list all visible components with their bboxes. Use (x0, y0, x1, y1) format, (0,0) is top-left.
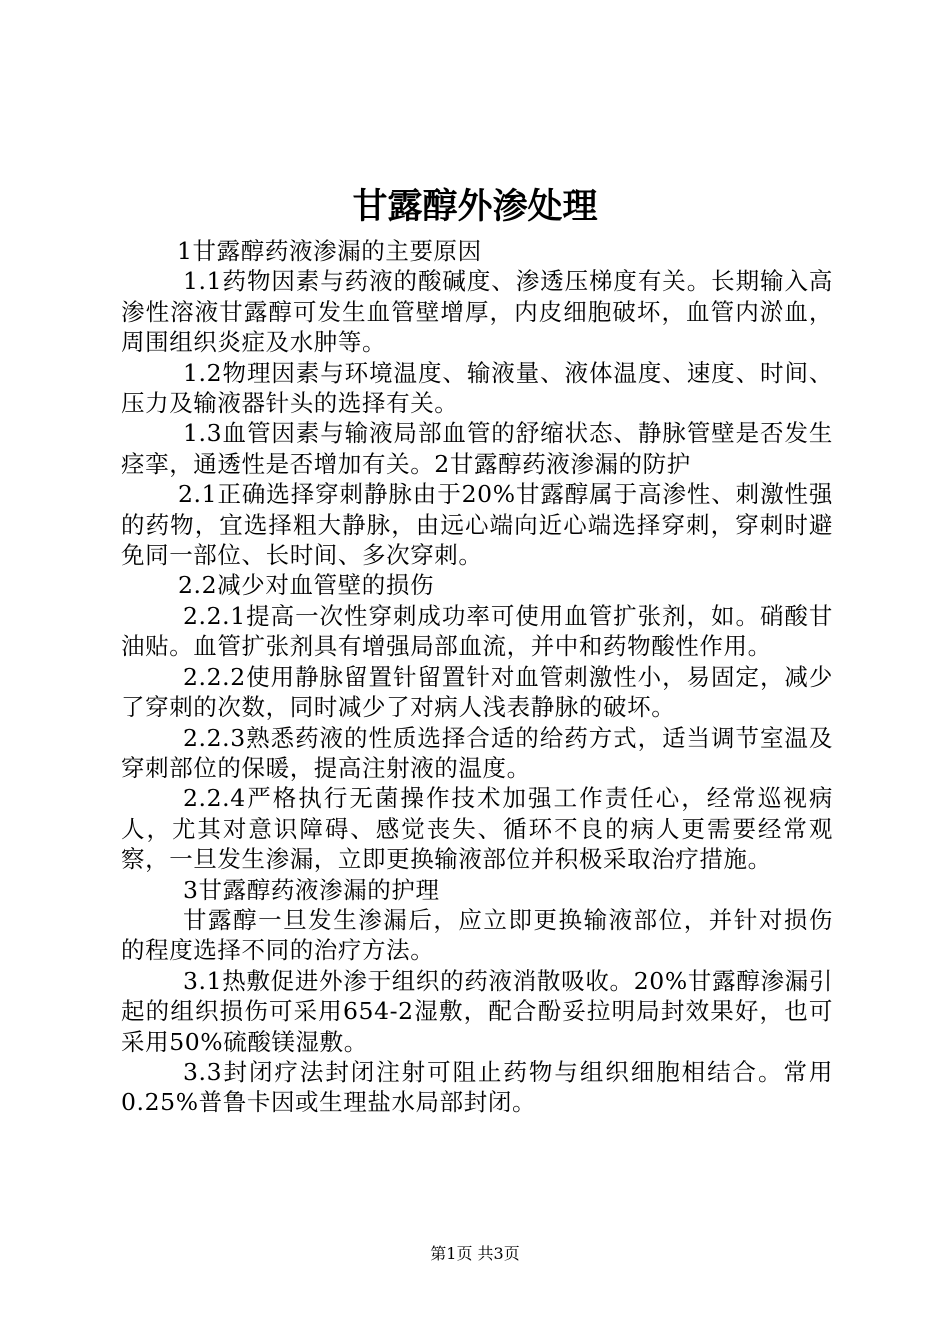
document-title: 甘露醇外渗处理 (352, 186, 598, 227)
paragraph-2-2-4: 2.2.4严格执行无菌操作技术加强工作责任心，经常巡视病人，尤其对意识障碍、感觉丧失、循环不良的病人更需要经常观察，一旦发生渗漏，立即更换输液部位并积极采取治疗措施。 (121, 784, 833, 874)
paragraph-2-2-2: 2.2.2使用静脉留置针留置针对血管刺激性小，易固定，减少了穿刺的次数，同时减少了对病人浅表静脉的破坏。 (121, 662, 833, 722)
paragraph-2-1: 2.1正确选择穿刺静脉由于20%甘露醇属于高渗性、刺激性强的药物，宜选择粗大静脉，由远心端向近心端选择穿刺，穿刺时避免同一部位、长时间、多次穿刺。 (121, 480, 833, 570)
page-number-footer: 第1页 共3页 (430, 1244, 520, 1263)
paragraph-2-2-3: 2.2.3熟悉药液的性质选择合适的给药方式，适当调节室温及穿刺部位的保暖，提高注射液的温度。 (121, 723, 833, 782)
paragraph-3-intro: 甘露醇一旦发生渗漏后，应立即更换输液部位，并针对损伤的程度选择不同的治疗方法。 (121, 905, 833, 965)
section-heading-2-2: 2.2减少对血管壁的损伤 (178, 571, 435, 600)
paragraph-1-2: 1.2物理因素与环境温度、输液量、液体温度、速度、时间、压力及输液器针头的选择有关。 (121, 358, 833, 418)
section-heading-1: 1甘露醇药液渗漏的主要原因 (177, 237, 482, 265)
document-body (121, 236, 833, 1118)
paragraph-3-1: 3.1热敷促进外渗于组织的药液消散吸收。20%甘露醇渗漏引起的组织损伤可采用654-2湿敷，配合酚妥拉明局封效果好，也可采用50%硫酸镁湿敷。 (121, 966, 833, 1056)
section-heading-3: 3甘露醇药液渗漏的护理 (183, 875, 440, 904)
paragraph-2-2-1: 2.2.1提高一次性穿刺成功率可使用血管扩张剂，如。硝酸甘油贴。血管扩张剂具有增强局部血流，并中和药物酸性作用。 (121, 601, 833, 661)
paragraph-1-1: 1.1药物因素与药液的酸碱度、渗透压梯度有关。长期输入高渗性溶液甘露醇可发生血管壁增厚，内皮细胞破坏，血管内淤血，周围组织炎症及水肿等。 (121, 267, 833, 357)
paragraph-1-3: 1.3血管因素与输液局部血管的舒缩状态、静脉管壁是否发生痉挛，通透性是否增加有关。2甘露醇药液渗漏的防护 (121, 419, 833, 478)
paragraph-3-3: 3.3封闭疗法封闭注射可阻止药物与组织细胞相结合。常用0.25%普鲁卡因或生理盐水局部封闭。 (121, 1057, 833, 1117)
